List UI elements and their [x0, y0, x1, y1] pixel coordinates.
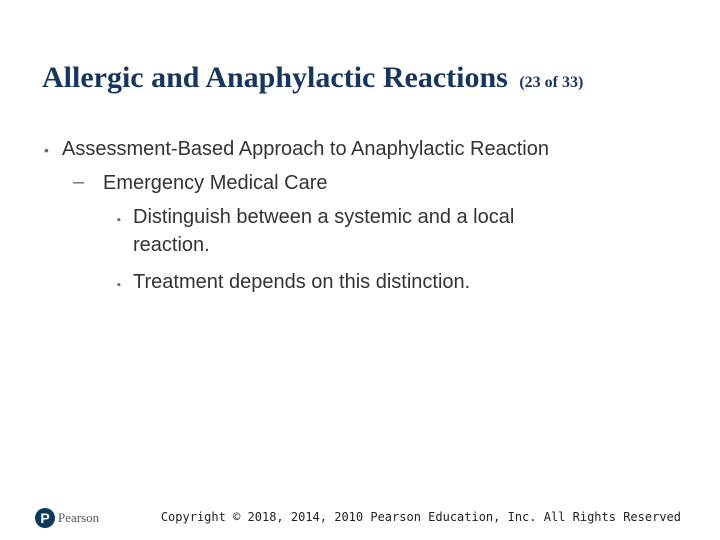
- slide-counter: (23 of 33): [519, 74, 584, 91]
- pearson-logo-icon: P: [35, 508, 55, 528]
- pearson-logo-text: Pearson: [58, 510, 100, 525]
- copyright-notice: Copyright © 2018, 2014, 2010 Pearson Education, Inc. All Rights Reserved: [160, 510, 681, 524]
- pearson-logo: [35, 506, 99, 530]
- bullet-level3-icon: ▪: [117, 214, 121, 226]
- bullet-level1-text: Assessment-Based Approach to Anaphylactic Reaction: [62, 138, 549, 160]
- slide-title-text: Allergic and Anaphylactic Reactions: [42, 61, 508, 94]
- bullet-level2-icon: –: [73, 171, 85, 193]
- bullet-level3-text: Treatment depends on this distinction.: [133, 271, 471, 293]
- bullet-level2-text: Emergency Medical Care: [103, 172, 328, 194]
- bullet-level1-icon: •: [44, 142, 49, 158]
- bullet-level3-text: Distinguish between a systemic and a local: [133, 206, 515, 228]
- bullet-level3-continuation: reaction.: [133, 234, 210, 256]
- bullet-level3-icon: ▪: [117, 279, 121, 291]
